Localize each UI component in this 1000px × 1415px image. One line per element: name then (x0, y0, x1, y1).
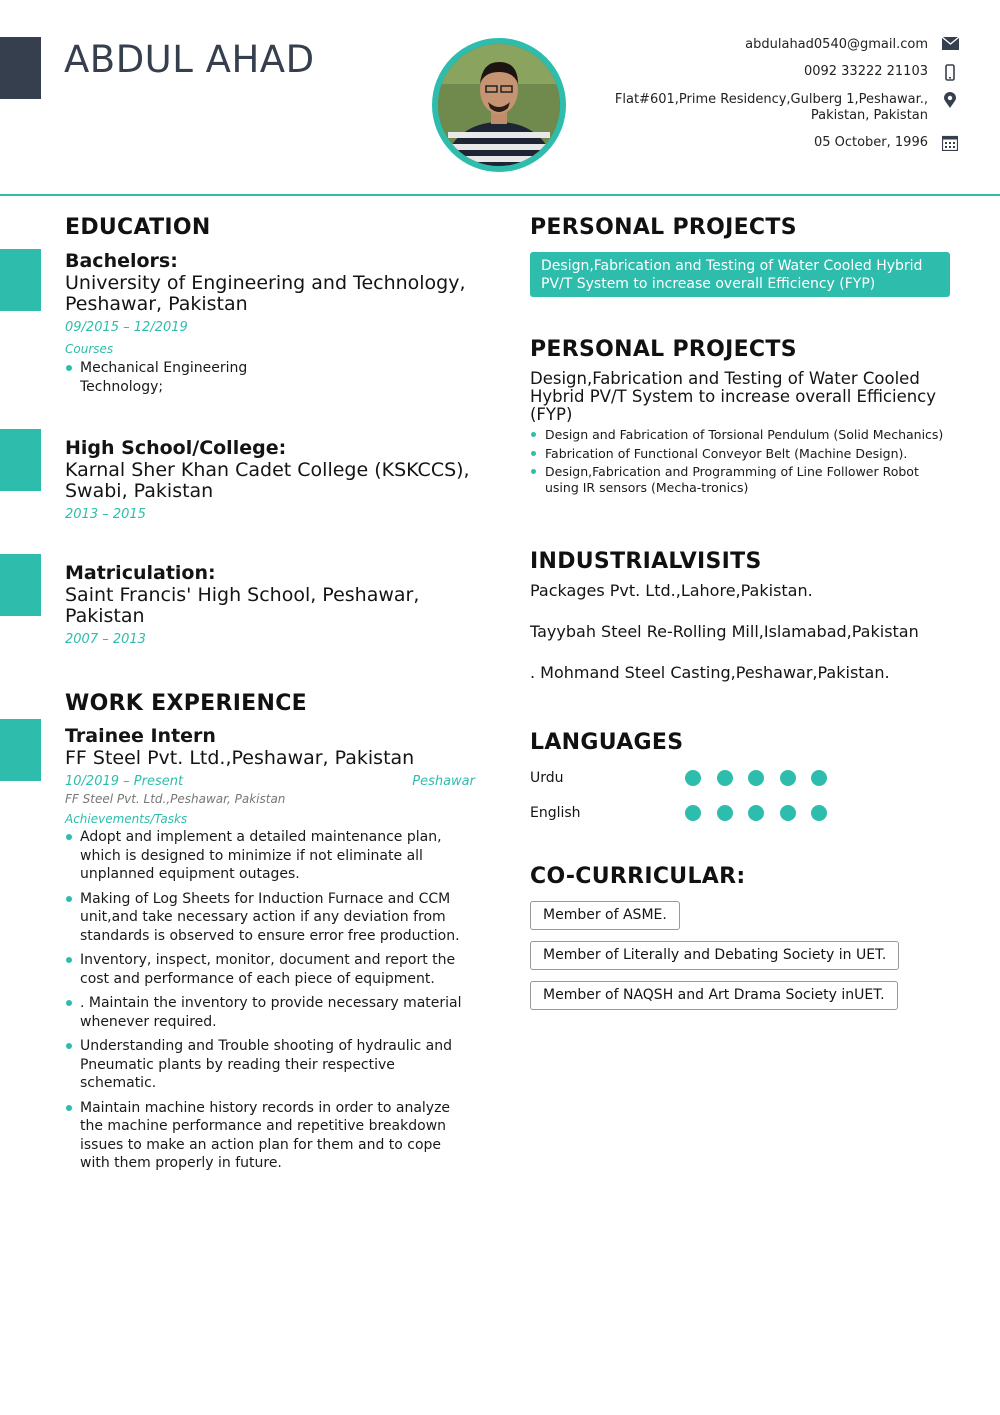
address-line-1: Flat#601,Prime Residency,Gulberg 1,Peshawar., (614, 92, 928, 107)
bullet-dot (66, 957, 72, 963)
language-row (530, 795, 950, 830)
bullet-dot (531, 432, 536, 437)
personal-projects-title: PERSONAL PROJECTS (530, 215, 797, 240)
left-column (65, 214, 475, 1179)
activity-tag: Member of ASME. (530, 901, 680, 930)
calendar-icon (940, 135, 960, 151)
entry-accent-bar (0, 249, 41, 311)
language-level (685, 770, 843, 786)
phone-icon (940, 64, 960, 81)
project-heading: Design,Fabrication and Testing of Water Cooled Hybrid PV/T System to increase overall Efficiency (FYP) (530, 369, 937, 424)
employer-name: FF Steel Pvt. Ltd.,Peshawar, Pakistan (65, 747, 415, 769)
education-entry-matric (65, 561, 475, 649)
company-line: FF Steel Pvt. Ltd.,Peshawar, Pakistan (65, 792, 286, 806)
contact-address (540, 92, 960, 124)
list-item: Mechanical Engineering Technology; (65, 359, 260, 396)
entry-accent-bar (0, 554, 41, 616)
envelope-icon (940, 37, 960, 50)
phone-text: 0092 33222 21103 (803, 64, 928, 79)
list-item: Maintain machine history records in order to analyze the machine performance and repetitive breakdown issues to make an action plan for them and to cope with them properly in future. (65, 1099, 470, 1173)
visit-item: Packages Pvt. Ltd.,Lahore,Pakistan. (530, 581, 813, 600)
language-name: Urdu (530, 769, 564, 786)
header-accent-bar (0, 37, 41, 99)
level-dot (748, 770, 764, 786)
tasks-label: Achievements/Tasks (65, 812, 188, 826)
bullet-dot (531, 469, 536, 474)
cocurricular-title: CO-CURRICULAR: (530, 864, 746, 889)
list-item: Fabrication of Functional Conveyor Belt (Machine Design). (530, 446, 950, 462)
languages-title: LANGUAGES (530, 730, 684, 755)
level-dot (717, 805, 733, 821)
activity-tag: Member of NAQSH and Art Drama Society inUET. (530, 981, 898, 1010)
education-entry-bachelors (65, 249, 475, 396)
language-name: English (530, 804, 581, 821)
candidate-name: ABDUL AHAD (64, 38, 315, 81)
education-date: 09/2015 – 12/2019 (65, 320, 188, 335)
degree-title: Bachelors: (65, 250, 178, 272)
entry-accent-bar (0, 429, 41, 491)
language-row (530, 760, 950, 795)
degree-title: High School/College: (65, 437, 287, 459)
list-item: Understanding and Trouble shooting of hydraulic and Pneumatic plants by reading their respective schematic. (65, 1037, 470, 1093)
address-text (615, 92, 928, 124)
contact-birthday (540, 135, 960, 151)
education-entry-college (65, 436, 475, 524)
contact-block (540, 37, 960, 162)
courses-label: Courses (65, 342, 114, 356)
degree-title: Matriculation: (65, 562, 216, 584)
tasks-list (65, 828, 470, 1173)
list-item: Design,Fabrication and Programming of Line Follower Robot using IR sensors (Mecha-tronics) (530, 464, 950, 495)
contact-phone (540, 64, 960, 81)
activity-tag: Member of Literally and Debating Society in UET. (530, 941, 899, 970)
contact-email (540, 37, 960, 53)
birthday-text: 05 October, 1996 (813, 135, 928, 150)
level-dot (685, 770, 701, 786)
work-experience-title: WORK EXPERIENCE (65, 691, 307, 716)
list-item: Making of Log Sheets for Induction Furnace and CCM unit,and take necessary action if any deviation from standards is observed to ensure error free production. (65, 890, 470, 946)
bullet-dot (66, 365, 72, 371)
level-dot (811, 805, 827, 821)
languages-list (530, 760, 950, 830)
education-date: 2007 – 2013 (65, 632, 146, 647)
work-location: Peshawar (412, 774, 475, 789)
level-dot (780, 805, 796, 821)
entry-accent-bar (0, 719, 41, 781)
header-divider (0, 194, 1000, 196)
work-date-row (65, 769, 475, 791)
level-dot (811, 770, 827, 786)
courses-list (65, 359, 260, 396)
level-dot (780, 770, 796, 786)
personal-projects-title-2: PERSONAL PROJECTS (530, 337, 797, 362)
cocurricular-list (530, 901, 950, 1021)
featured-project-box: Design,Fabrication and Testing of Water Cooled Hybrid PV/T System to increase overall Efficiency (FYP) (530, 252, 950, 297)
list-item: Inventory, inspect, monitor, document and report the cost and performance of each piece of equipment. (65, 951, 470, 988)
bullet-dot (531, 451, 536, 456)
bullet-dot (66, 1000, 72, 1006)
visit-item: . Mohmand Steel Casting,Peshawar,Pakistan. (530, 663, 890, 682)
list-item: Design and Fabrication of Torsional Pendulum (Solid Mechanics) (530, 427, 950, 443)
job-title: Trainee Intern (65, 725, 216, 747)
work-entry (65, 724, 475, 1173)
location-icon (940, 92, 960, 109)
level-dot (685, 805, 701, 821)
address-line-2: Pakistan, Pakistan (810, 108, 928, 123)
institution-name: Karnal Sher Khan Cadet College (KSKCCS), Swabi, Pakistan (65, 459, 470, 502)
visit-item: Tayybah Steel Re-Rolling Mill,Islamabad,Pakistan (530, 622, 919, 641)
level-dot (748, 805, 764, 821)
email-text: abdulahad0540@gmail.com (745, 37, 928, 52)
bullet-dot (66, 896, 72, 902)
bullet-dot (66, 834, 72, 840)
work-date: 10/2019 – Present (65, 774, 184, 789)
education-date: 2013 – 2015 (65, 507, 146, 522)
visits-list (530, 581, 950, 683)
list-item: Adopt and implement a detailed maintenance plan, which is designed to minimize if not eliminate all unplanned equipment outages. (65, 828, 470, 884)
list-item: . Maintain the inventory to provide necessary material whenever required. (65, 994, 470, 1031)
industrial-visits-title: INDUSTRIALVISITS (530, 549, 762, 574)
right-column (530, 214, 950, 1021)
institution-name: University of Engineering and Technology, Peshawar, Pakistan (65, 272, 466, 315)
institution-name: Saint Francis' High School, Peshawar, Pakistan (65, 584, 420, 627)
language-level (685, 805, 843, 821)
bullet-dot (66, 1105, 72, 1111)
education-title: EDUCATION (65, 215, 211, 240)
projects-list (530, 427, 950, 495)
level-dot (717, 770, 733, 786)
bullet-dot (66, 1043, 72, 1049)
